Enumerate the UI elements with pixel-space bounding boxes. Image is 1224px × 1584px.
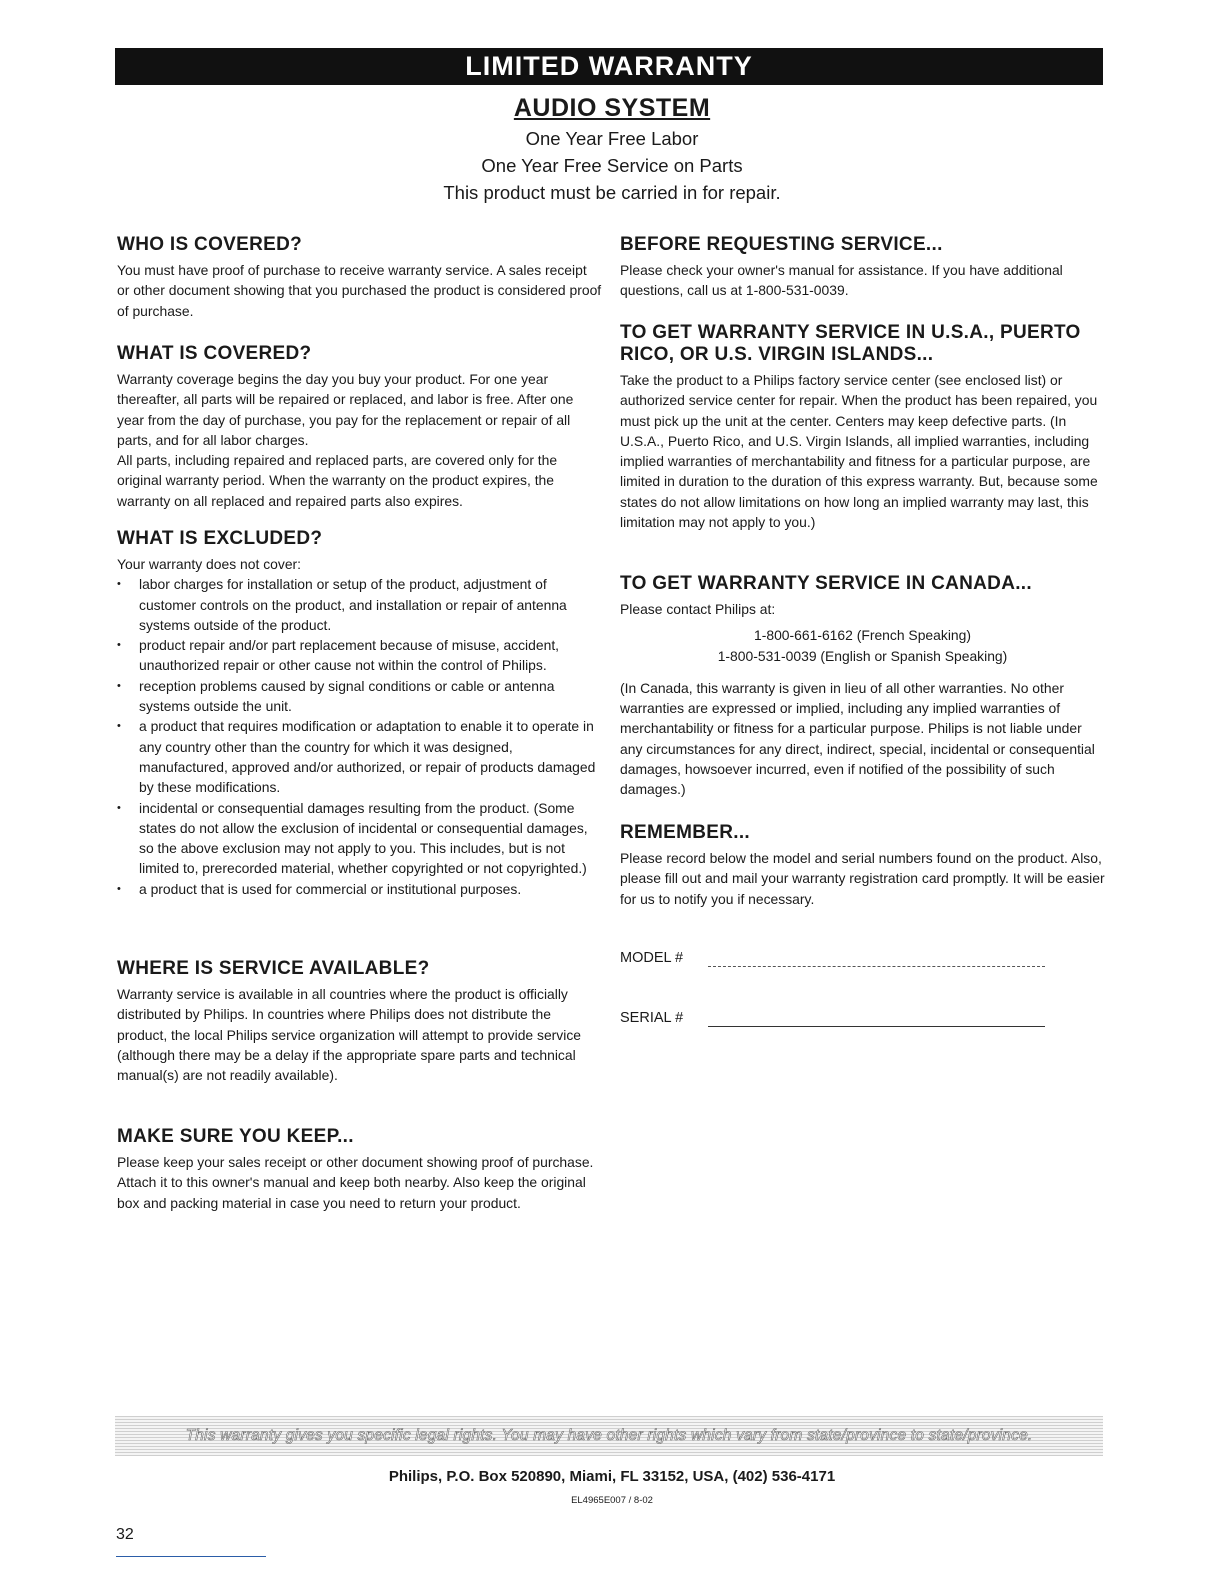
- text-what-is-covered-2: All parts, including repaired and replaced parts, are covered only for the original warranty period. When the warranty on the product expires, the warranty on all replaced and repaired parts also expires.: [117, 452, 558, 509]
- excluded-item: • reception problems caused by signal conditions or cable or antenna systems outside the unit.: [117, 676, 602, 717]
- phone-french: 1-800-661-6162 (French Speaking): [754, 627, 971, 644]
- text-who-is-covered: You must have proof of purchase to receive warranty service. A sales receipt or other document showing that you purchased the product is considered proof of purchase.: [117, 262, 602, 319]
- term-carry-in: This product must be carried in for repair.: [443, 182, 781, 203]
- warranty-banner: LIMITED WARRANTY: [115, 48, 1103, 85]
- excluded-item: • a product that is used for commercial or institutional purposes.: [117, 879, 602, 899]
- phone-english-spanish: 1-800-531-0039 (English or Spanish Speaking): [717, 647, 1008, 664]
- legal-rights-notice: [115, 1416, 1103, 1456]
- text-remember: Please record below the model and serial numbers found on the product. Also, please fill out and mail your warranty registration card promptly. It will be easier for us to notify you if necessary.: [620, 850, 1105, 907]
- philips-address: Philips, P.O. Box 520890, Miami, FL 33152, USA, (402) 536-4171: [388, 1468, 836, 1485]
- section-what-is-excluded: [117, 528, 602, 899]
- section-remember: [620, 822, 1105, 909]
- excluded-item: • labor charges for installation or setup of the product, adjustment of customer controls on the product, and installation or repair of antenna systems outside of the product.: [117, 574, 602, 635]
- heading-where-service-available: WHERE IS SERVICE AVAILABLE?: [117, 958, 430, 979]
- heading-service-usa: TO GET WARRANTY SERVICE IN U.S.A., PUERTO RICO, OR U.S. VIRGIN ISLANDS...: [620, 322, 1081, 365]
- heading-what-is-excluded: WHAT IS EXCLUDED?: [117, 528, 323, 549]
- heading-make-sure-you-keep: MAKE SURE YOU KEEP...: [117, 1126, 354, 1147]
- text-where-service-available: Warranty service is available in all countries where the product is officially distributed by Philips. In countries where Philips does not distribute the product, the local Philips service organization will attempt to provide service (although there may be a delay if the appropriate spare parts and technical manual(s) are not readily available).: [117, 986, 582, 1084]
- heading-what-is-covered: WHAT IS COVERED?: [117, 343, 312, 364]
- text-canada-disclaimer: (In Canada, this warranty is given in lieu of all other warranties. No other warranties are expressed or implied, including any implied warranties of merchantability or fitness for a particular purpose. Philips is not liable under any circumstances for any direct, indirect, special, incidental or consequential damages, howsoever incurred, even if notified of the possibility of such damages.): [620, 679, 1095, 798]
- excluded-list: [117, 574, 602, 899]
- document-code: EL4965E007 / 8-02: [571, 1495, 653, 1506]
- heading-remember: REMEMBER...: [620, 822, 750, 843]
- footer-rule: [116, 1556, 266, 1557]
- page-number: 32: [116, 1526, 134, 1543]
- model-number-line[interactable]: [708, 966, 1045, 967]
- model-number-field[interactable]: [620, 950, 1050, 972]
- product-title: AUDIO SYSTEM: [513, 94, 711, 122]
- text-canada-intro: Please contact Philips at:: [620, 601, 776, 617]
- model-number-label: MODEL #: [620, 950, 684, 966]
- canada-phone-numbers: [620, 625, 1105, 666]
- text-make-sure-you-keep: Please keep your sales receipt or other document showing proof of purchase. Attach it to this owner's manual and keep both nearby. Also keep the original box and packing material in case you need to return your product.: [117, 1154, 594, 1211]
- excluded-item: • product repair and/or part replacement because of misuse, accident, unauthorized repair or other cause not within the control of Philips.: [117, 635, 602, 676]
- excluded-item: • incidental or consequential damages resulting from the product. (Some states do not allow the exclusion of incidental or consequential damages, so the above exclusion may not apply to you. This includes, but is not limited to, prerecorded material, whether copyrighted or not copyrighted.): [117, 798, 602, 879]
- text-service-usa: Take the product to a Philips factory service center (see enclosed list) or authorized service center for repair. When the product has been repaired, you must pick up the unit at the center. Centers may keep defective parts. (In U.S.A., Puerto Rico, and U.S. Virgin Islands, all implied warranties, including implied warranties of merchantability and fitness for a particular purpose, are limited in duration to the duration of this express warranty. But, because some states do not allow limitations on how long an implied warranty may last, this limitation may not apply to you.): [620, 372, 1098, 531]
- section-where-service-available: [117, 958, 602, 1085]
- heading-who-is-covered: WHO IS COVERED?: [117, 234, 303, 255]
- legal-rights-text: This warranty gives you specific legal rights. You may have other rights which vary from state/province to state/province.: [185, 1427, 1033, 1444]
- heading-service-canada: TO GET WARRANTY SERVICE IN CANADA...: [620, 573, 1032, 594]
- section-service-canada: [620, 573, 1105, 800]
- term-parts: One Year Free Service on Parts: [481, 155, 743, 176]
- section-who-is-covered: [117, 234, 602, 321]
- text-excluded-intro: Your warranty does not cover:: [117, 556, 302, 572]
- serial-number-line[interactable]: [708, 1026, 1045, 1027]
- serial-number-label: SERIAL #: [620, 1010, 684, 1026]
- section-what-is-covered: [117, 343, 602, 511]
- serial-number-field[interactable]: [620, 1010, 1050, 1032]
- text-what-is-covered-1: Warranty coverage begins the day you buy your product. For one year thereafter, all parts will be repaired or replaced, and labor is free. After one year from the day of purchase, you pay for the replacement or repair of all parts, and for all labor charges.: [117, 371, 574, 448]
- term-labor: One Year Free Labor: [525, 128, 699, 149]
- section-service-usa: [620, 322, 1105, 532]
- excluded-item: • a product that requires modification or adaptation to enable it to operate in any country other than the country for which it was designed, manufactured, approved and/or authorized, or repair of products damaged by these modifications.: [117, 716, 602, 797]
- text-before-requesting-service: Please check your owner's manual for assistance. If you have additional questions, call us at 1-800-531-0039.: [620, 262, 1063, 299]
- section-make-sure-you-keep: [117, 1126, 602, 1213]
- heading-before-requesting-service: BEFORE REQUESTING SERVICE...: [620, 234, 943, 255]
- section-before-requesting-service: [620, 234, 1105, 301]
